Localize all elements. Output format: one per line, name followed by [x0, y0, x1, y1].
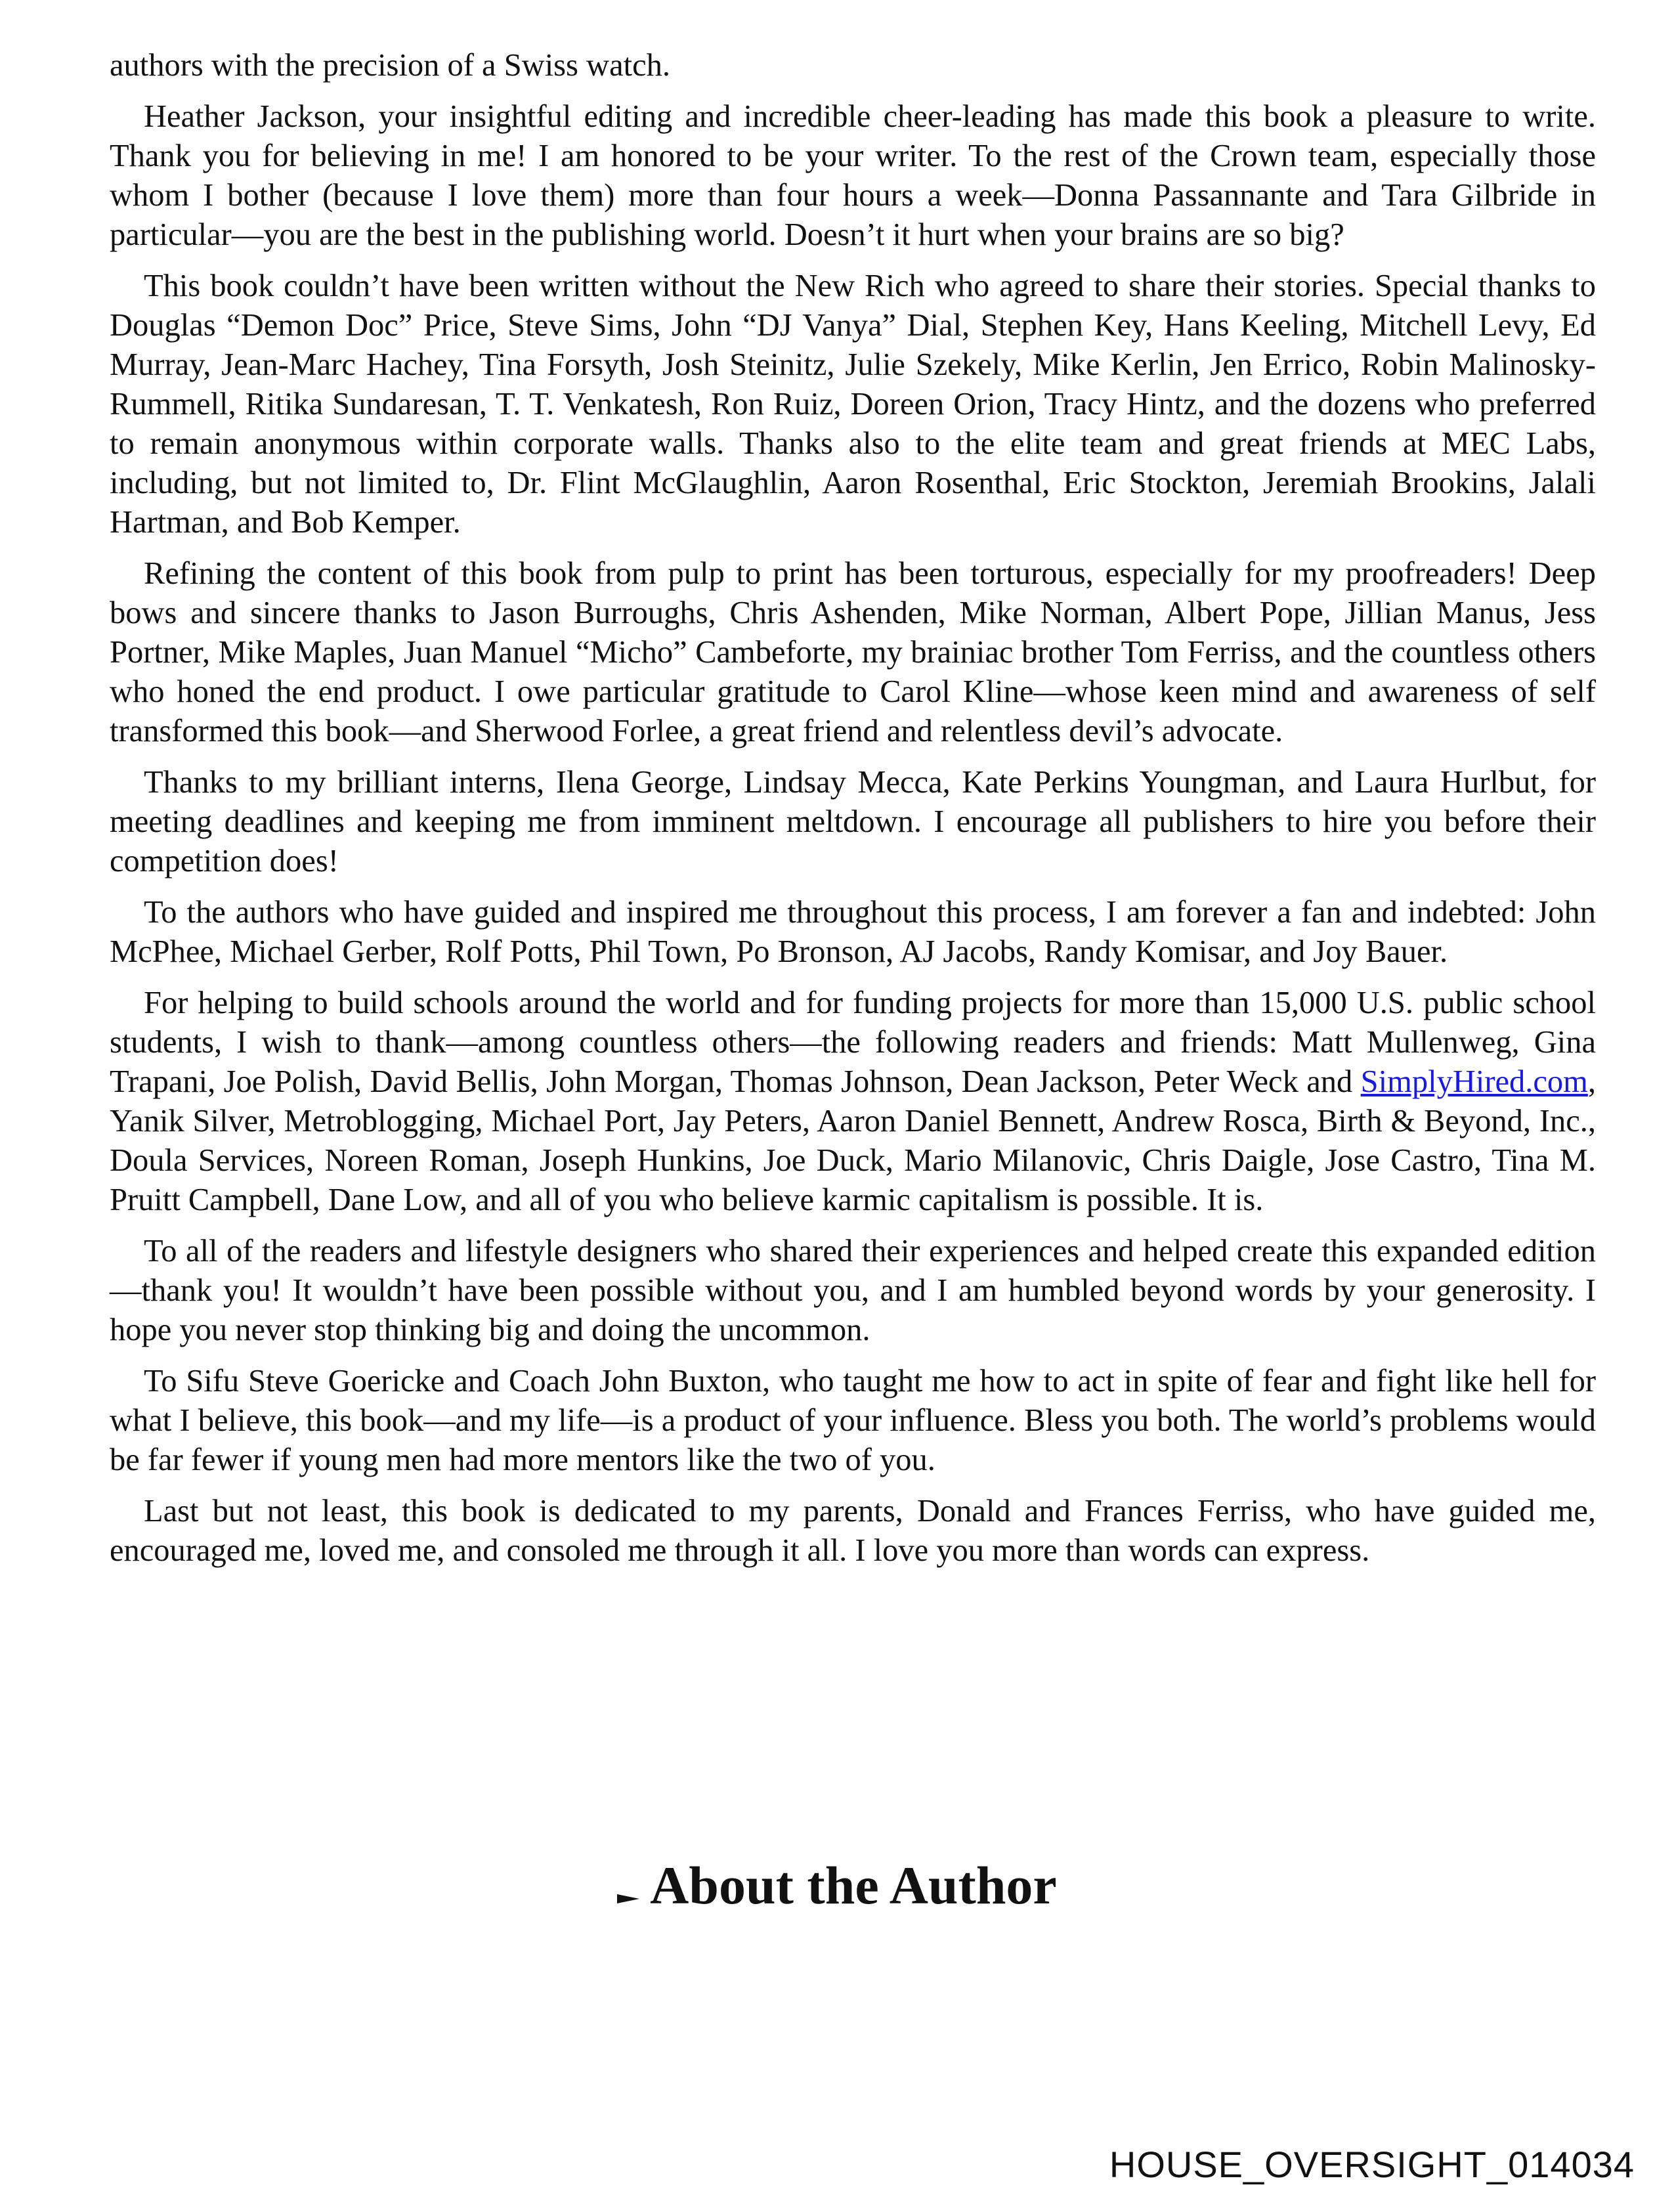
schools-text-after-link: , Yanik Silver, Metroblogging, Michael Port, Jay Peters, Aaron Daniel Bennett, Andrew Rosca, Birth & Beyond, Inc., Doula Services, Noreen Roman, Joseph Hunkins, Joe Duck, Mario Milanovic, Chris Daigle, Jose Castro, Tina M. Pruitt Campbell, Dane Low, and all of you who believe karmic capitalism is possible. It is.	[110, 1064, 1596, 1217]
paragraph-authors-thanks: To the authors who have guided and inspired me throughout this process, I am forever a fan and indebted: John McPhee, Michael Gerber, Rolf Potts, Phil Town, Po Bronson, AJ Jacobs, Randy Komisar, and Joy Bauer.	[110, 895, 1596, 969]
paragraph-interns-thanks: Thanks to my brilliant interns, Ilena George, Lindsay Mecca, Kate Perkins Youngman, and Laura Hurlbut, for meeting deadlines and keeping me from imminent meltdown. I encourage all publishers to hire you before their competition does!	[110, 765, 1596, 878]
paragraph-editor-thanks: Heather Jackson, your insightful editing and incredible cheer-leading has made this book a pleasure to write. Thank you for believing in me! I am honored to be your writer. To the rest of the Crown team, especially those whom I bother (because I love them) more than four hours a week—Donna Passannante and Tara Gilbride in particular—you are the best in the publishing world. Doesn’t it hurt when your brains are so big?	[110, 99, 1596, 252]
arrow-bullet-icon	[617, 1894, 639, 1903]
section-heading	[0, 1853, 1674, 1919]
paragraph-new-rich-thanks: This book couldn’t have been written without the New Rich who agreed to share their stories. Special thanks to Douglas “Demon Doc” Price, Steve Sims, John “DJ Vanya” Dial, Stephen Key, Hans Keeling, Mitchell Levy, Ed Murray, Jean-Marc Hachey, Tina Forsyth, Josh Steinitz, Julie Szekely, Mike Kerlin, Jen Errico, Robin Malinosky-Rummell, Ritika Sundaresan, T. T. Venkatesh, Ron Ruiz, Doreen Orion, Tracy Hintz, and the dozens who preferred to remain anonymous within corporate walls. Thanks also to the elite team and great friends at MEC Labs, including, but not limited to, Dr. Flint McGlaughlin, Aaron Rosenthal, Eric Stockton, Jeremiah Brookins, Jalali Hartman, and Bob Kemper.	[110, 269, 1596, 540]
simplyhired-link[interactable]: SimplyHired.com	[1360, 1064, 1588, 1099]
paragraph-schools-thanks	[110, 984, 1596, 1220]
section-heading-text: About the Author	[650, 1855, 1057, 1915]
schools-text-before-link: For helping to build schools around the world and for funding projects for more than 15,000 U.S. public school students, I wish to thank—among countless others—the following readers and friends: Matt Mullenweg, Gina Trapani, Joe Polish, David Bellis, John Morgan, Thomas Johnson, Dean Jackson, Peter Weck and	[110, 986, 1596, 1099]
document-control-number: HOUSE_OVERSIGHT_014034	[1109, 2144, 1635, 2185]
paragraph-continuation: authors with the precision of a Swiss watch.	[110, 48, 670, 83]
paragraph-readers-thanks: To all of the readers and lifestyle designers who shared their experiences and helped create this expanded edition—thank you! It wouldn’t have been possible without you, and I am humbled beyond words by your generosity. I hope you never stop thinking big and doing the uncommon.	[110, 1234, 1596, 1347]
page-body	[110, 46, 1596, 1582]
paragraph-proofreaders-thanks: Refining the content of this book from pulp to print has been torturous, especially for my proofreaders! Deep bows and sincere thanks to Jason Burroughs, Chris Ashenden, Mike Norman, Albert Pope, Jillian Manus, Jess Portner, Mike Maples, Juan Manuel “Micho” Cambeforte, my brainiac brother Tom Ferriss, and the countless others who honed the end product. I owe particular gratitude to Carol Kline—whose keen mind and awareness of self transformed this book—and Sherwood Forlee, a great friend and relentless devil’s advocate.	[110, 556, 1596, 748]
paragraph-mentors-thanks: To Sifu Steve Goericke and Coach John Buxton, who taught me how to act in spite of fear and fight like hell for what I believe, this book—and my life—is a product of your influence. Bless you both. The world’s problems would be far fewer if young men had more mentors like the two of you.	[110, 1364, 1596, 1477]
paragraph-parents-dedication: Last but not least, this book is dedicated to my parents, Donald and Frances Ferriss, who have guided me, encouraged me, loved me, and consoled me through it all. I love you more than words can express.	[110, 1494, 1596, 1568]
